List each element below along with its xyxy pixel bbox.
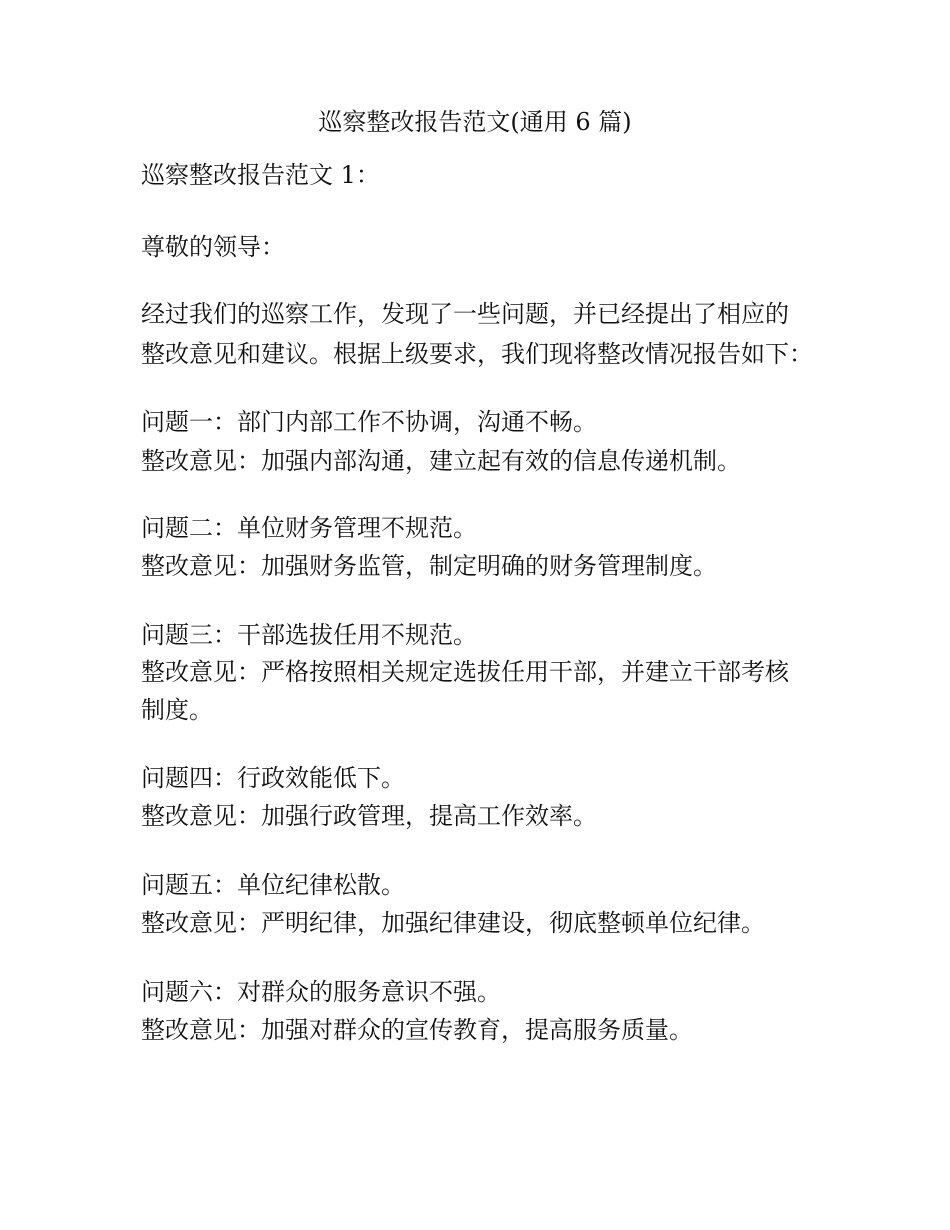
suggestion-3-line-1: 整改意见：严格按照相关规定选拔任用干部，并建立干部考核 [141,658,789,686]
suggestion-2: 整改意见：加强财务监管，制定明确的财务管理制度。 [141,552,717,580]
problem-5: 问题五：单位纪律松散。 [141,871,405,899]
intro-line-2: 整改意见和建议。根据上级要求，我们现将整改情况报告如下： [141,340,813,368]
document-title: 巡察整改报告范文(通用 6 篇) [318,108,632,136]
suggestion-3-line-2: 制度。 [141,696,213,724]
suggestion-5: 整改意见：严明纪律，加强纪律建设，彻底整顿单位纪律。 [141,909,765,937]
section-heading: 巡察整改报告范文 1： [141,161,380,189]
problem-2: 问题二：单位财务管理不规范。 [141,514,477,542]
suggestion-4: 整改意见：加强行政管理，提高工作效率。 [141,802,597,830]
problem-4: 问题四：行政效能低下。 [141,764,405,792]
suggestion-6: 整改意见：加强对群众的宣传教育，提高服务质量。 [141,1016,693,1044]
problem-6: 问题六：对群众的服务意识不强。 [141,978,501,1006]
intro-line-1: 经过我们的巡察工作，发现了一些问题，并已经提出了相应的 [141,300,789,328]
problem-3: 问题三：干部选拔任用不规范。 [141,621,477,649]
problem-1: 问题一：部门内部工作不协调，沟通不畅。 [141,408,597,436]
suggestion-1: 整改意见：加强内部沟通，建立起有效的信息传递机制。 [141,447,741,475]
salutation: 尊敬的领导： [141,233,285,261]
